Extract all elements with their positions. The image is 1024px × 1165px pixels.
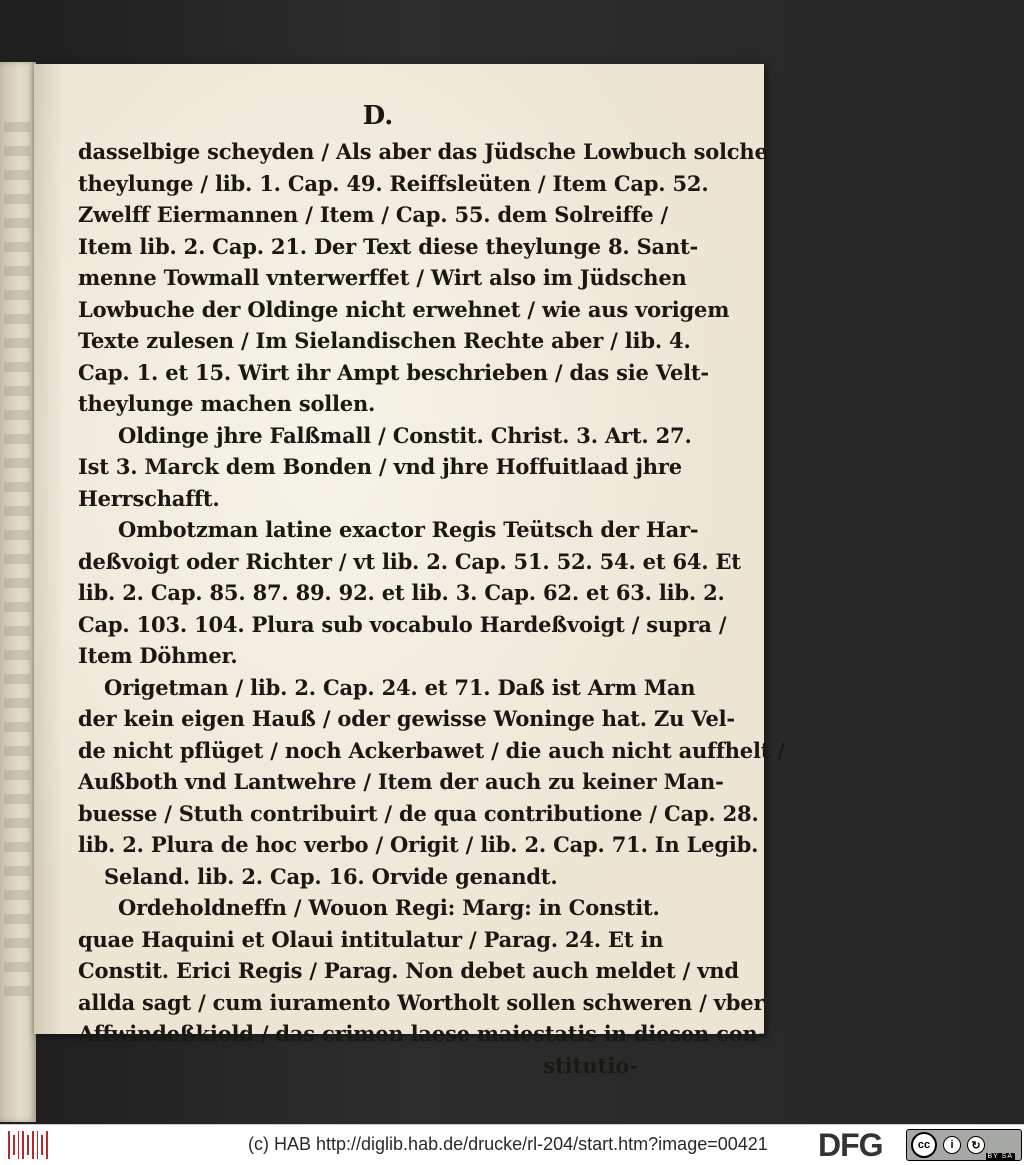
cc-license-badge[interactable] — [906, 1129, 1022, 1161]
text-line: Item Döhmer. — [78, 643, 238, 668]
text-line: dasselbige scheyden / Als aber das Jüdsche Lowbuch solche — [78, 139, 768, 164]
text-line: deßvoigt oder Richter / vt lib. 2. Cap. 51. 52. 54. et 64. Et — [78, 548, 741, 574]
text-line: Seland. lib. 2. Cap. 16. Orvide genandt. — [104, 863, 558, 889]
text-lines — [78, 136, 785, 1050]
text-line: Oldinge jhre Falßmall / Constit. Christ. 3. Art. 27. — [118, 422, 692, 448]
footer-bar — [0, 1124, 1024, 1165]
text-line: Zwelff Eiermannen / Item / Cap. 55. dem Solreiffe / — [78, 202, 669, 227]
facing-page-edge — [0, 62, 36, 1122]
text-line: Ist 3. Marck dem Bonden / vnd jhre Hoffuitlaad jhre — [78, 454, 682, 479]
text-line: Ombotzman latine exactor Regis Teütsch der Har- — [118, 517, 699, 542]
share-alike-icon: ↻ — [967, 1136, 985, 1154]
text-line: de nicht pflüget / noch Ackerbawet / die auch nicht auffhelt / — [78, 737, 785, 763]
text-line: menne Towmall vnterwerffet / Wirt also im Jüdschen — [78, 265, 687, 290]
text-line: Lowbuche der Oldinge nicht erwehnet / wie aus vorigem — [78, 296, 730, 322]
book-page — [34, 64, 785, 1078]
text-line: lib. 2. Plura de hoc verbo / Origit / lib. 2. Cap. 71. In Legib. — [78, 832, 759, 857]
text-line: Constit. Erici Regis / Parag. Non debet auch meldet / vnd — [78, 958, 739, 983]
by-attribution-icon: i — [943, 1136, 961, 1154]
hab-logo-icon[interactable] — [8, 1129, 48, 1161]
cc-license-label: BY SA — [987, 1153, 1013, 1160]
facing-page-show-through — [4, 122, 30, 1002]
text-line: der kein eigen Hauß / oder gewisse Woninge hat. Zu Vel- — [78, 706, 735, 731]
text-line: Cap. 103. 104. Plura sub vocabulo Hardeßvoigt / supra / — [78, 611, 727, 637]
text-line: Item lib. 2. Cap. 21. Der Text diese theylunge 8. Sant- — [78, 233, 699, 259]
text-line: lib. 2. Cap. 85. 87. 89. 92. et lib. 3. Cap. 62. et 63. lib. 2. — [78, 580, 725, 605]
text-line: allda sagt / cum iuramento Wortholt sollen schweren / vber — [78, 989, 765, 1015]
cc-icon: cc — [911, 1132, 937, 1158]
catchword: stitutio- — [543, 1052, 638, 1078]
text-line: Außboth vnd Lantwehre / Item der auch zu keiner Man- — [78, 769, 724, 794]
text-line: Herrschafft. — [78, 485, 220, 511]
text-line: quae Haquini et Olaui intitulatur / Parag. 24. Et in — [78, 926, 664, 952]
source-url[interactable]: (c) HAB http://diglib.hab.de/drucke/rl-204/start.htm?image=00421 — [248, 1134, 768, 1154]
text-line: Ordeholdneffn / Wouon Regi: Marg: in Constit. — [118, 895, 660, 920]
dfg-logo[interactable]: DFG — [818, 1127, 883, 1163]
text-line: Cap. 1. et 15. Wirt ihr Ampt beschrieben / das sie Velt- — [78, 359, 709, 385]
text-line: theylunge / lib. 1. Cap. 49. Reiffsleüten / Item Cap. 52. — [78, 170, 709, 196]
text-line: Texte zulesen / Im Sielandischen Rechte aber / lib. 4. — [78, 328, 691, 353]
text-line: Origetman / lib. 2. Cap. 24. et 71. Daß ist Arm Man — [104, 674, 696, 700]
text-line: theylunge machen sollen. — [78, 391, 376, 416]
page-text — [78, 100, 785, 1081]
text-line: buesse / Stuth contribuirt / de qua contributione / Cap. 28. — [78, 800, 759, 826]
signature-mark: D. — [362, 101, 394, 131]
text-line: Affwindeßkiold / das crimen laese maiestatis in diesen con- — [78, 1021, 767, 1046]
